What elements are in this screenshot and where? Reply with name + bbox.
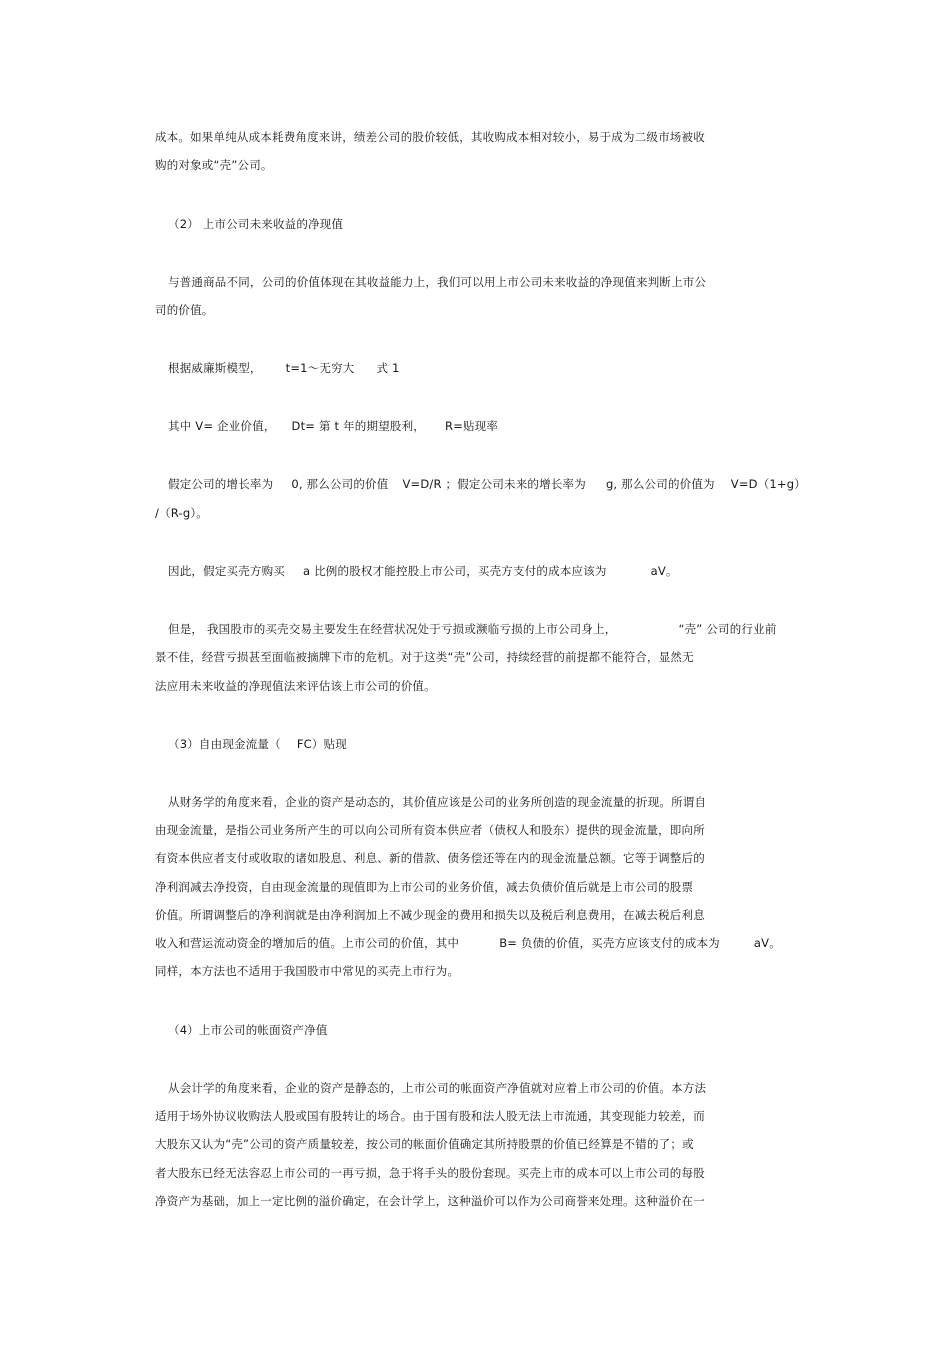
text-line: 与普通商品不同，公司的价值体现在其收益能力上，我们可以用上市公司未来收益的净现值来判断上市公: [168, 275, 707, 289]
text-line: 价值。所谓调整后的净利润就是由净利润加上不减少现金的费用和损失以及税后利息费用，在减去税后利息: [155, 908, 705, 922]
definition-line: [168, 418, 498, 434]
text-line: 净利润减去净投资，自由现金流量的现值即为上市公司的业务价值，减去负债价值后就是上市公司的股票: [155, 880, 694, 894]
text-line: 成本。如果单纯从成本耗费角度来讲，绩差公司的股价较低，其收购成本相对较小，易于成为二级市场被收: [155, 130, 705, 144]
text-line: 有资本供应者支付或收取的诸如股息、利息、新的借款、债务偿还等在内的现金流量总额。它等于调整后的: [155, 851, 705, 865]
text-line: 大股东又认为“壳”公司的资产质量较差，按公司的帐面价值确定其所持股票的价值已经算是不错的了；或: [155, 1137, 694, 1151]
text-line: 者大股东已经无法容忍上市公司的一再亏损，急于将手头的股份套现。买壳上市的成本可以上市公司的每股: [155, 1166, 705, 1180]
text-fragment: a 比例的股权才能控股上市公司，买壳方支付的成本应该为: [303, 564, 607, 578]
text-line: 适用于场外协议收购法人股或国有股转让的场合。由于国有股和法人股无法上市流通，其变现能力较差，而: [155, 1109, 705, 1123]
definition-dt: Dt= 第 t 年的期望股利，: [291, 419, 425, 433]
text-fragment: V=D/R ；假定公司未来的增长率为: [402, 477, 586, 491]
text-line: 从财务学的角度来看，企业的资产是动态的，其价值应该是公司的业务所创造的现金流量的折现。所谓自: [168, 795, 707, 809]
text-line: [155, 935, 781, 951]
text-line: 法应用未来收益的净现值法来评估该上市公司的价值。: [155, 679, 436, 693]
text-fragment: B= 负债的价值，买壳方应该支付的成本为: [499, 936, 720, 950]
formula-range: t=1～无穷大: [285, 361, 355, 375]
text-line: [168, 563, 678, 579]
text-line: 由现金流量，是指公司业务所产生的可以向公司所有资本供应者（债权人和股东）提供的现金流量，即向所: [155, 823, 705, 837]
text-line: 购的对象或“壳”公司。: [155, 158, 273, 172]
text-line: /（R-g）。: [155, 506, 208, 520]
text-fragment: 收入和营运流动资金的增加后的值。上市公司的价值，其中: [155, 936, 460, 950]
definition-v: 其中 V= 企业价值，: [168, 419, 276, 433]
text-line: 净资产为基础，加上一定比例的溢价确定，在会计学上，这种溢价可以作为公司商誉来处理。这种溢价在一: [155, 1194, 705, 1208]
text-fragment: （3）自由现金流量（: [168, 737, 281, 751]
text-line: 景不佳，经营亏损甚至面临被摘牌下市的危机。对于这类“壳”公司，持续经营的前提都不能符合，显然无: [155, 650, 694, 664]
text-fragment: aV。: [753, 936, 781, 950]
section-heading: [168, 736, 347, 752]
section-heading: （2） 上市公司未来收益的净现值: [168, 217, 344, 231]
text-fragment: 因此，假定买壳方购买: [168, 564, 285, 578]
formula-label: 根据威廉斯模型，: [168, 361, 262, 375]
formula-number: 式 1: [376, 361, 400, 375]
text-fragment: g, 那么公司的价值为: [605, 477, 715, 491]
text-fragment: 假定公司的增长率为: [168, 477, 274, 491]
text-fragment: 但是， 我国股市的买壳交易主要发生在经营状况处于亏损或濒临亏损的上市公司身上，: [168, 622, 617, 636]
text-fragment: FC）贴现: [296, 737, 347, 751]
definition-r: R=贴现率: [445, 419, 499, 433]
text-line: [168, 476, 806, 492]
text-line: 从会计学的角度来看，企业的资产是静态的，上市公司的帐面资产净值就对应着上市公司的价值。本方法: [168, 1081, 707, 1095]
section-heading: （4）上市公司的帐面资产净值: [168, 1023, 328, 1037]
text-fragment: aV。: [650, 564, 678, 578]
text-fragment: V=D（1+g）: [730, 477, 806, 491]
text-fragment: “壳” 公司的行业前: [678, 622, 777, 636]
text-line: [168, 621, 777, 637]
text-line: 同样，本方法也不适用于我国股市中常见的买壳上市行为。: [155, 964, 460, 978]
formula-line: [168, 360, 400, 376]
text-line: 司的价值。: [155, 303, 214, 317]
text-fragment: 0, 那么公司的价值: [291, 477, 389, 491]
